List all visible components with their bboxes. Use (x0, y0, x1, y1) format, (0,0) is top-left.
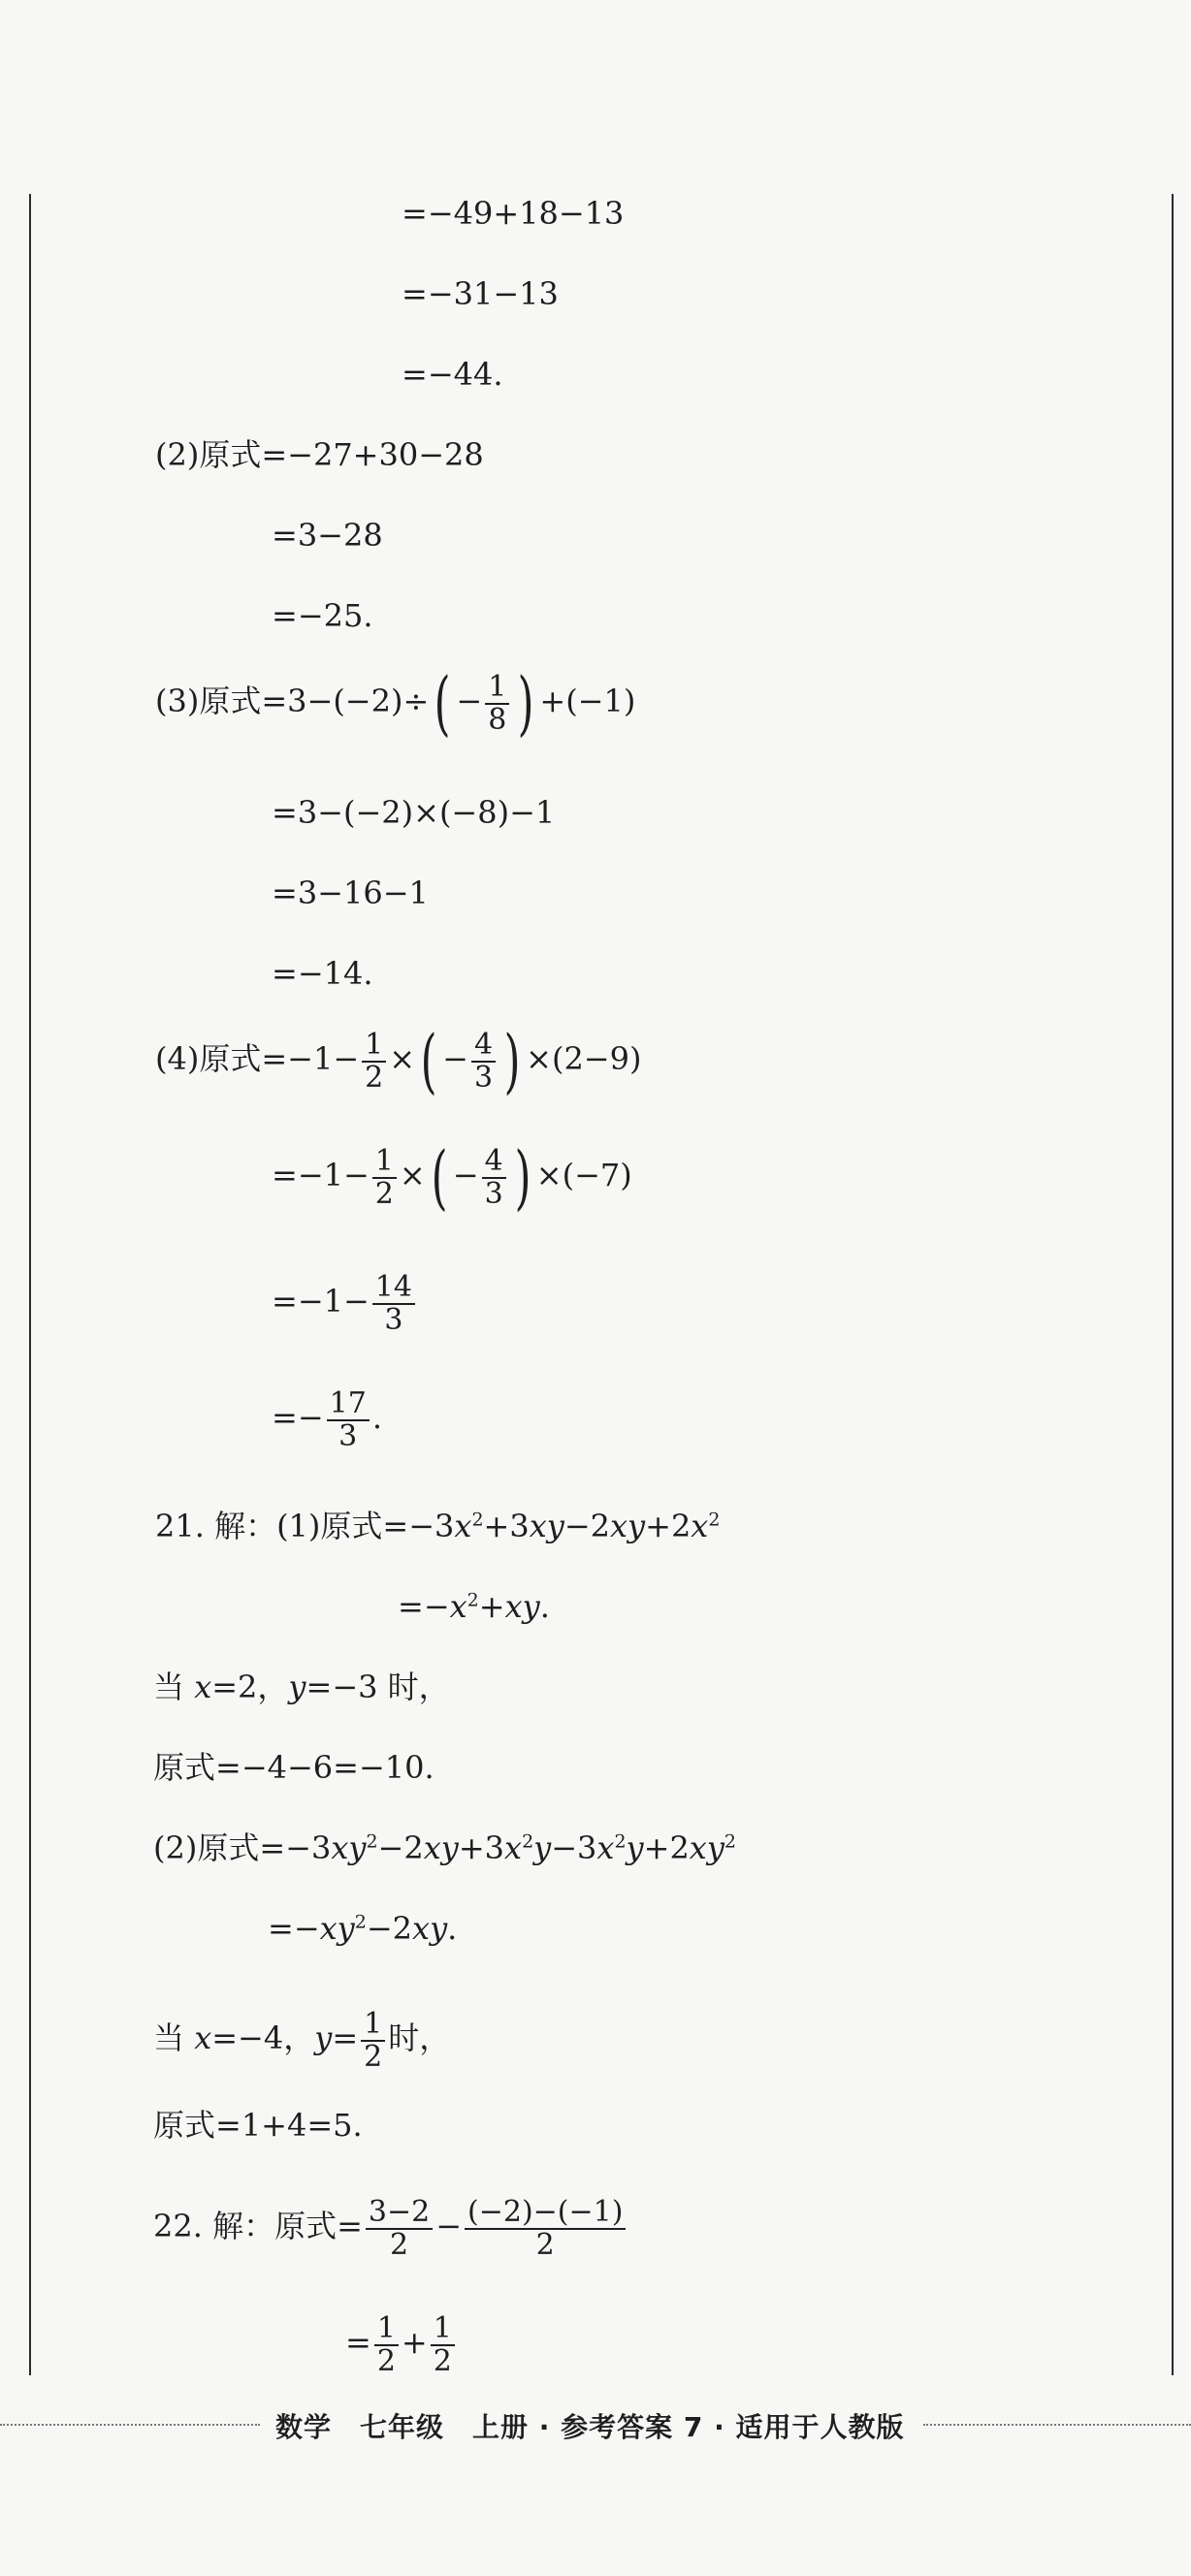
var-x: x (194, 1669, 212, 1705)
var-x: x (454, 1508, 472, 1544)
denominator: 3 (473, 1060, 494, 1095)
numerator: 1 (374, 2313, 399, 2346)
term-sign: +2 (645, 1508, 692, 1544)
denominator: 2 (365, 1060, 384, 1095)
minus-sign: − (435, 2208, 463, 2244)
term-sign: −2 (377, 1829, 424, 1866)
denominator: 3 (484, 1176, 503, 1211)
q21-line-1 (155, 1508, 721, 1544)
p3-line-3: =3−16−1 (272, 875, 429, 911)
q21-line-2 (398, 1588, 550, 1625)
page-footer (0, 2404, 1191, 2443)
denominator: 3 (384, 1302, 403, 1337)
period: . (539, 1588, 550, 1625)
p4-line-3 (272, 1272, 418, 1335)
p2-line-2: =3−28 (272, 517, 383, 554)
q21-l3-b: =2， (211, 1669, 289, 1705)
paren-left: ( (434, 662, 451, 745)
fraction (482, 1146, 506, 1209)
var-y: y (533, 1829, 552, 1866)
q21-line-6 (268, 1910, 458, 1947)
minus-sign: − (442, 1040, 468, 1077)
fraction (366, 2197, 433, 2260)
q21-l3-c: =−3 时， (306, 1669, 450, 1705)
var-x: x (423, 1829, 441, 1866)
p3-line-4: =−14. (272, 955, 373, 992)
q21-l7-b: =−4， (211, 2019, 315, 2056)
var-y: y (522, 1588, 540, 1625)
term-sign: +2 (643, 1829, 690, 1866)
p4-l2-a: =−1− (272, 1157, 370, 1193)
var-y: y (628, 1508, 646, 1544)
times-sign: × (399, 1157, 426, 1193)
var-x: x (689, 1829, 707, 1866)
term-sign: +3 (458, 1829, 505, 1866)
p4-line-1 (155, 1020, 642, 1102)
var-x: x (412, 1910, 431, 1947)
denominator: 3 (338, 1418, 358, 1453)
q22-line-2 (345, 2313, 458, 2376)
period: . (447, 1910, 458, 1947)
var-y: y (440, 1829, 459, 1866)
q21-l7-a: 当 (153, 2019, 195, 2056)
denominator: 2 (433, 2343, 452, 2378)
p4-l3-a: =−1− (272, 1283, 370, 1320)
denominator: 2 (374, 1176, 394, 1211)
exponent: 2 (724, 1830, 737, 1853)
var-x: x (504, 1588, 523, 1625)
var-x: x (504, 1829, 523, 1866)
var-x: x (610, 1508, 628, 1544)
var-y: y (348, 1829, 367, 1866)
denominator: 2 (364, 2039, 383, 2074)
p3-l1-b: − (456, 683, 483, 719)
p2-line-3: =−25. (272, 597, 373, 634)
paren-left: ( (431, 1136, 448, 1219)
term-sign: +3 (483, 1508, 530, 1544)
fraction (372, 1146, 397, 1209)
fraction (431, 2313, 455, 2376)
p3-l1-a: (3)原式=3−(−2)÷ (155, 683, 430, 719)
q21-l1-a: 21. 解：(1)原式=−3 (155, 1508, 455, 1544)
numerator: 17 (327, 1388, 370, 1421)
q21-line-3 (153, 1669, 450, 1705)
numerator: 4 (471, 1030, 496, 1063)
var-x: x (331, 1829, 349, 1866)
numerator: 3−2 (366, 2197, 433, 2230)
denominator: 8 (488, 702, 507, 737)
p1-line-2: =−31−13 (402, 275, 559, 312)
plus-sign: + (401, 2324, 428, 2361)
exponent: 2 (354, 1911, 367, 1933)
footer-text: 数学 七年级 上册 · 参考答案 7 · 适用于人教版 (275, 2411, 905, 2443)
var-x: x (529, 1508, 547, 1544)
fraction (485, 672, 509, 735)
exponent: 2 (467, 1589, 479, 1611)
q21-l5-a: (2)原式=−3 (153, 1829, 332, 1866)
paren-left: ( (420, 1020, 437, 1102)
exponent: 2 (471, 1509, 484, 1531)
p4-l1-d: ×(2−9) (526, 1040, 642, 1077)
term-sign: −2 (563, 1508, 610, 1544)
term-sign: −3 (551, 1829, 597, 1866)
paren-right: ) (514, 1136, 531, 1219)
footer-dotted-rule-right (923, 2424, 1191, 2426)
fraction (471, 1030, 496, 1093)
footer-dotted-rule-left (0, 2424, 260, 2426)
left-margin-line (29, 194, 31, 2375)
minus-sign: − (452, 1157, 479, 1193)
var-y: y (706, 1829, 724, 1866)
q21-line-7 (153, 2009, 450, 2072)
q22-l2-a: = (345, 2324, 371, 2361)
var-y: y (626, 1829, 644, 1866)
numerator: 1 (362, 1030, 386, 1063)
var-y: y (314, 2019, 333, 2056)
paren-right: ) (517, 662, 534, 745)
q21-l3-a: 当 (153, 1669, 195, 1705)
paren-right: ) (503, 1020, 521, 1102)
period: . (371, 1399, 382, 1436)
p1-line-1: =−49+18−13 (402, 195, 625, 232)
var-y: y (337, 1910, 355, 1947)
term-sign: −2 (366, 1910, 413, 1947)
fraction (465, 2197, 626, 2260)
exponent: 2 (366, 1830, 378, 1853)
fraction (362, 1030, 386, 1093)
var-y: y (430, 1910, 448, 1947)
p4-l4-a: =− (272, 1399, 324, 1436)
exponent: 2 (614, 1830, 627, 1853)
var-x: x (319, 1910, 338, 1947)
numerator: (−2)−(−1) (465, 2197, 626, 2230)
exponent: 2 (708, 1509, 721, 1531)
p3-line-2: =3−(−2)×(−8)−1 (272, 794, 556, 831)
q21-l2-a: =− (398, 1588, 450, 1625)
term-sign: + (478, 1588, 505, 1625)
p3-l1-c: +(−1) (539, 683, 636, 719)
right-margin-line (1172, 194, 1174, 2375)
fraction (374, 2313, 399, 2376)
numerator: 1 (431, 2313, 455, 2346)
var-y: y (546, 1508, 564, 1544)
q22-l1-a: 22. 解：原式= (153, 2208, 363, 2244)
p4-l1-a: (4)原式=−1− (155, 1040, 360, 1077)
var-y: y (288, 1669, 306, 1705)
var-x: x (691, 1508, 709, 1544)
q21-line-8: 原式=1+4=5. (153, 2107, 363, 2144)
q21-l7-d: 时， (388, 2019, 451, 2056)
var-x: x (194, 2019, 212, 2056)
q21-line-5 (153, 1829, 737, 1866)
q21-line-4: 原式=−4−6=−10. (153, 1749, 435, 1786)
var-x: x (596, 1829, 615, 1866)
p3-line-1 (155, 662, 636, 745)
p2-line-1: (2)原式=−27+30−28 (155, 436, 484, 473)
q21-l7-c: = (332, 2019, 359, 2056)
p1-line-3: =−44. (402, 356, 503, 393)
p4-line-4 (272, 1388, 382, 1451)
denominator: 2 (535, 2227, 555, 2262)
numerator: 1 (361, 2009, 385, 2042)
numerator: 4 (482, 1146, 506, 1179)
numerator: 1 (372, 1146, 397, 1179)
fraction (372, 1272, 415, 1335)
p4-line-2 (272, 1136, 632, 1219)
times-sign: × (389, 1040, 416, 1077)
denominator: 2 (376, 2343, 396, 2378)
p4-l2-d: ×(−7) (535, 1157, 632, 1193)
denominator: 2 (390, 2227, 409, 2262)
var-x: x (449, 1588, 467, 1625)
fraction (327, 1388, 370, 1451)
q22-line-1 (153, 2197, 628, 2260)
exponent: 2 (522, 1830, 534, 1853)
numerator: 1 (485, 672, 509, 705)
q21-l6-a: =− (268, 1910, 320, 1947)
numerator: 14 (372, 1272, 415, 1305)
fraction (361, 2009, 385, 2072)
